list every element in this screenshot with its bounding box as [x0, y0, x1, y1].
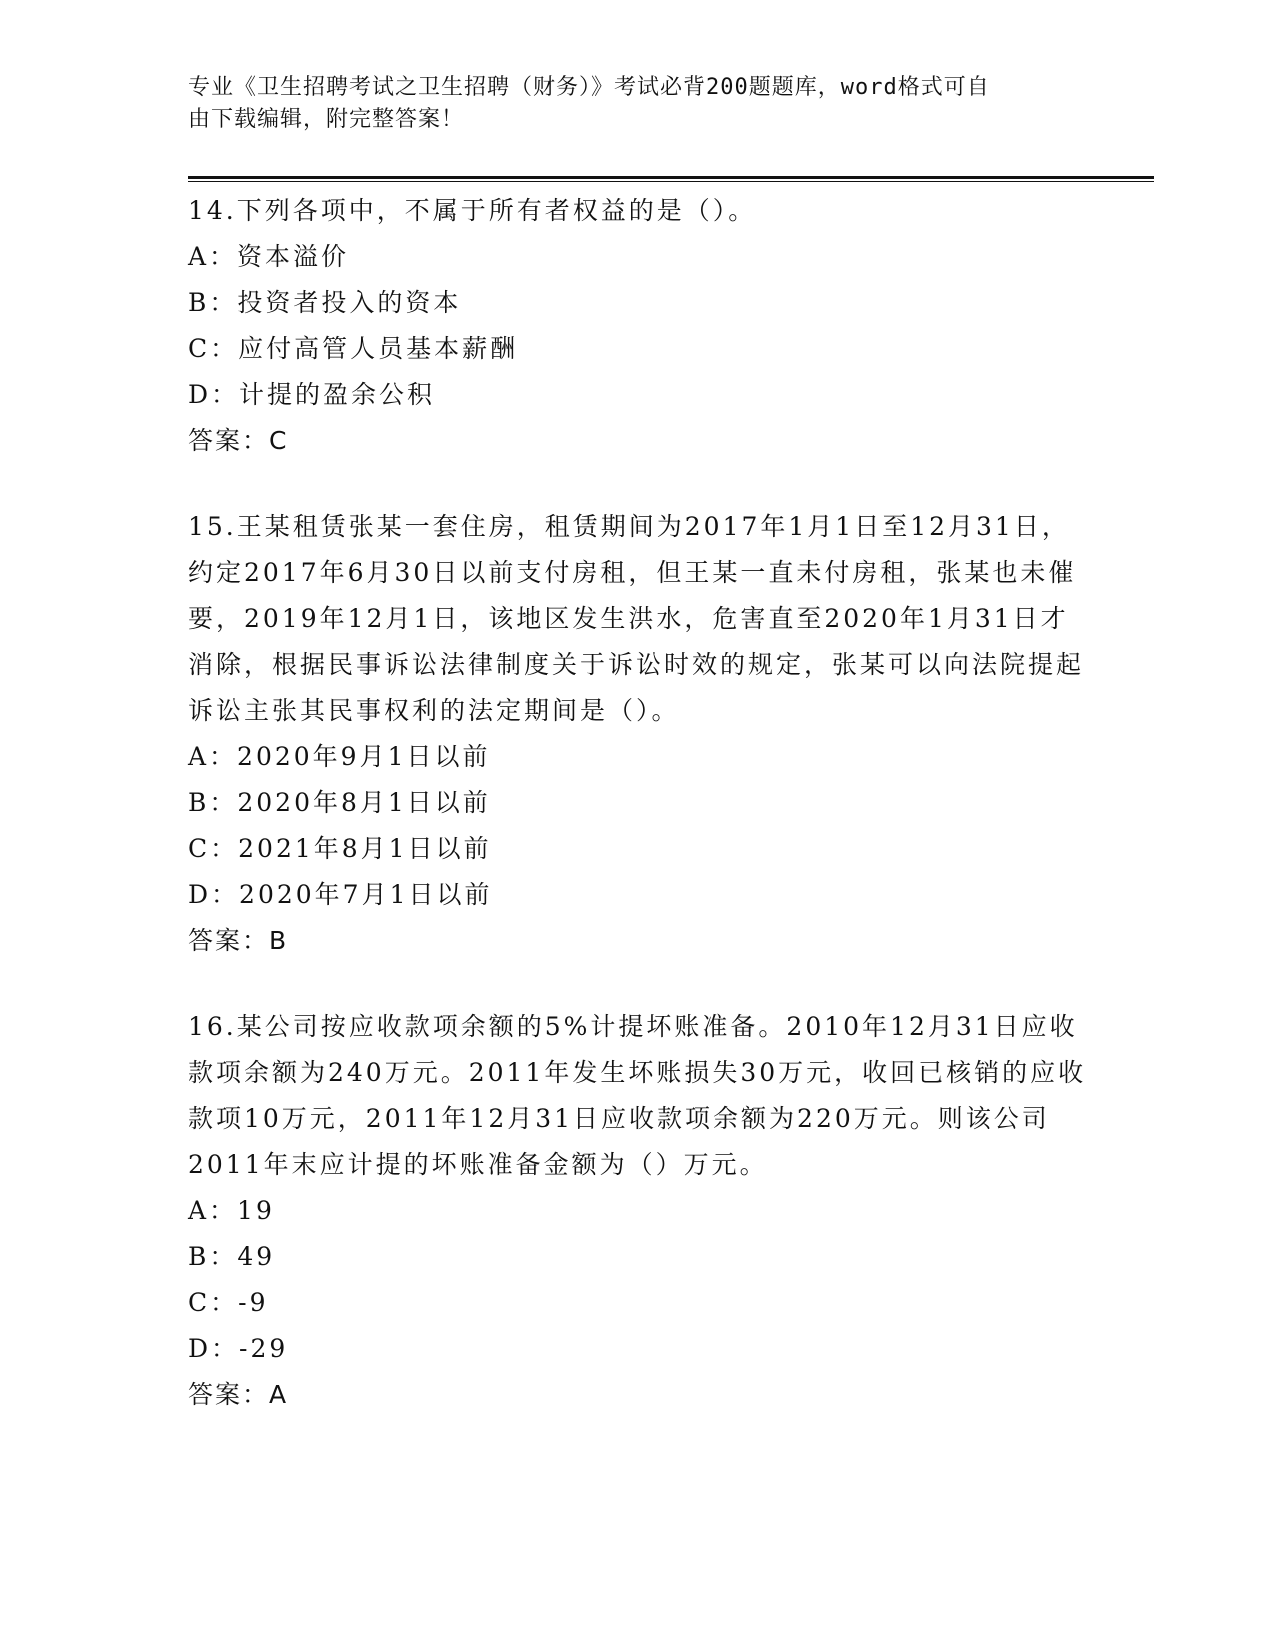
header-divider-thin — [188, 181, 1154, 182]
option-b: B：2020年8月1日以前 — [188, 788, 491, 817]
question-15 — [188, 504, 1088, 964]
header-divider-thick — [188, 176, 1154, 179]
question-stem: 14.下列各项中，不属于所有者权益的是（）。 — [188, 196, 757, 225]
question-14 — [188, 188, 1088, 464]
option-d: D：-29 — [188, 1334, 289, 1363]
option-a: A：资本溢价 — [188, 242, 350, 271]
option-c: C：应付高管人员基本薪酬 — [188, 334, 519, 363]
question-16 — [188, 1004, 1088, 1418]
question-stem: 15.王某租赁张某一套住房，租赁期间为2017年1月1日至12月31日，约定2017年6月30日以前支付房租，但王某一直未付房租，张某也未催要，2019年12月1日，该地区发生洪水，危害直至2020年1月31日才消除，根据民事诉讼法律制度关于诉讼时效的规定，张某可以向法院提起诉讼主张其民事权利的法定期间是（）。 — [188, 512, 1085, 725]
option-c: C：2021年8月1日以前 — [188, 834, 492, 863]
answer-line: 答案：B — [188, 926, 289, 955]
option-d: D：计提的盈余公积 — [188, 380, 436, 409]
header-line-2: 由下载编辑，附完整答案！ — [188, 107, 465, 132]
option-a: A：19 — [188, 1196, 275, 1225]
question-list — [188, 188, 1088, 1458]
document-header — [188, 72, 1068, 136]
option-c: C：-9 — [188, 1288, 269, 1317]
answer-line: 答案：C — [188, 426, 289, 455]
option-b: B：49 — [188, 1242, 276, 1271]
question-stem: 16.某公司按应收款项余额的5%计提坏账准备。2010年12月31日应收款项余额为240万元。2011年发生坏账损失30万元，收回已核销的应收款项10万元，2011年12月31日应收款项余额为220万元。则该公司2011年末应计提的坏账准备金额为（）万元。 — [188, 1012, 1087, 1179]
option-a: A：2020年9月1日以前 — [188, 742, 491, 771]
option-d: D：2020年7月1日以前 — [188, 880, 493, 909]
option-b: B：投资者投入的资本 — [188, 288, 462, 317]
answer-line: 答案：A — [188, 1380, 289, 1409]
header-line-1: 专业《卫生招聘考试之卫生招聘（财务）》考试必背200题题库，word格式可自 — [188, 75, 990, 100]
